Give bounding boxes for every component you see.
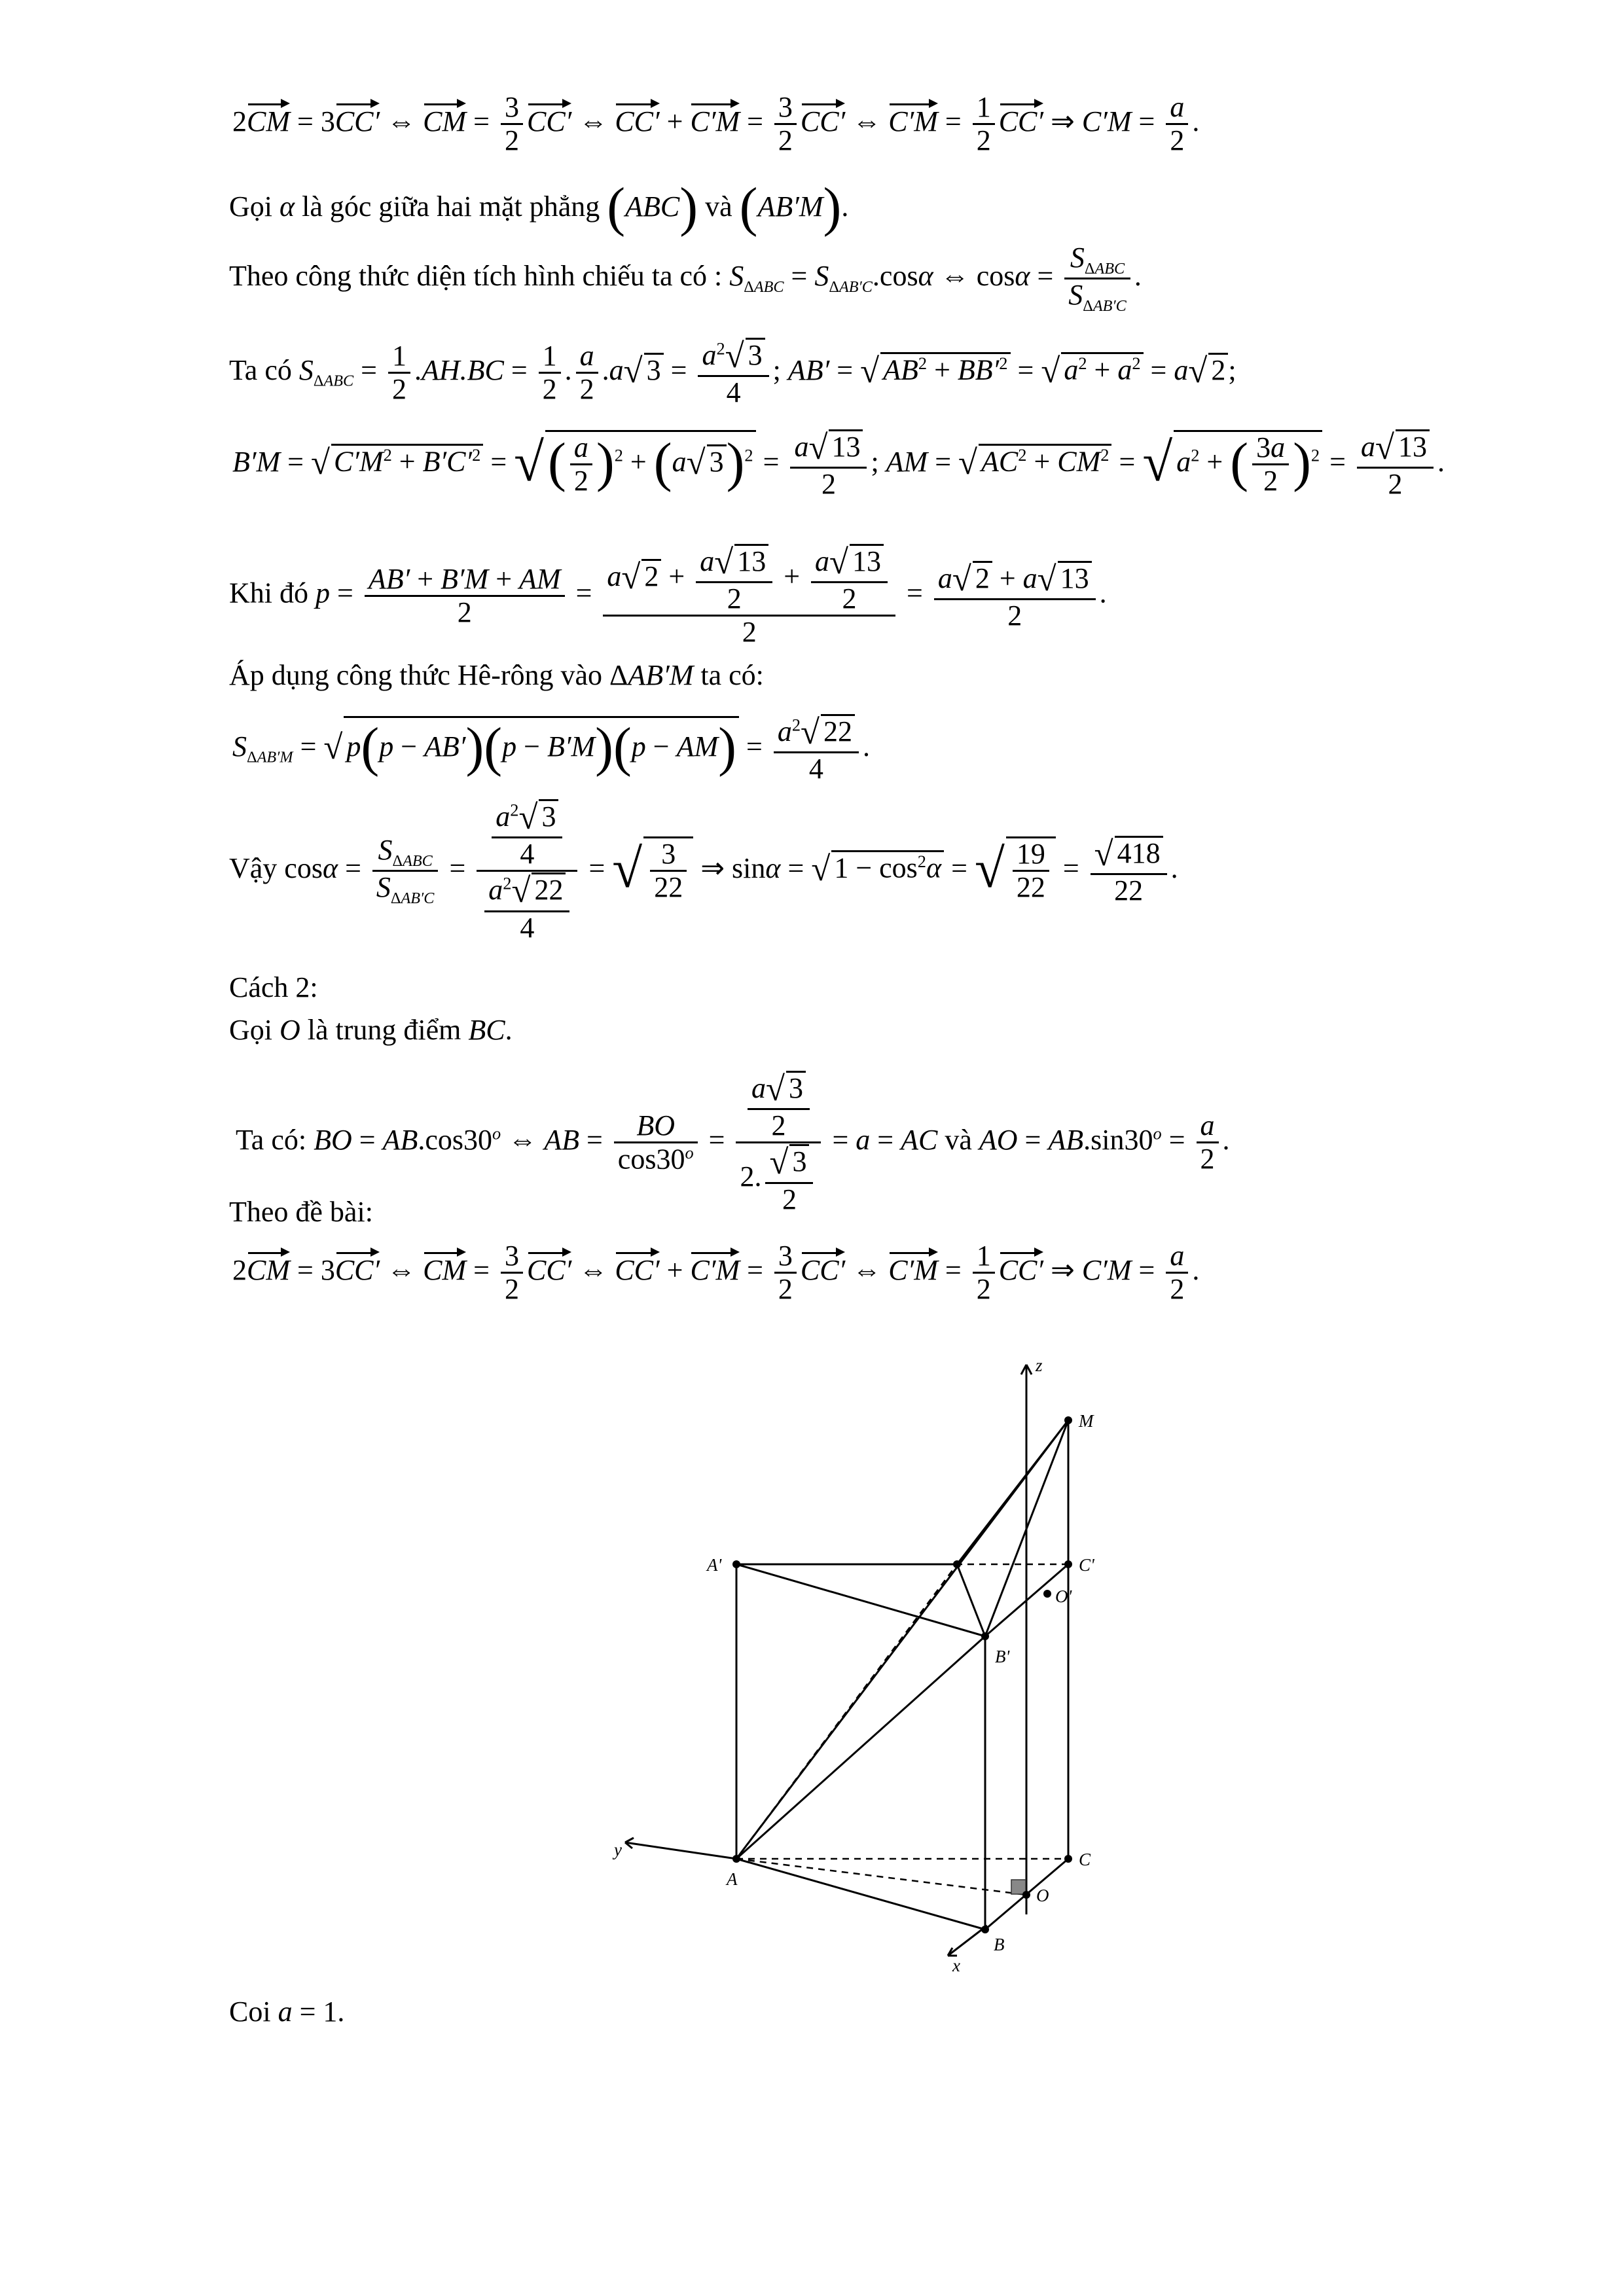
text-theo-de-bai: Theo đề bài: (229, 1196, 373, 1228)
label-a: A (727, 1869, 738, 1889)
label-x: x (952, 1956, 960, 1975)
prism-figure (589, 1342, 1178, 1975)
label-o1: O' (1055, 1587, 1072, 1606)
text-heron: Áp dụng công thức Hê-rông vào ΔAB′M ta có: (229, 659, 764, 691)
segment-ab1 (736, 1636, 985, 1859)
edge-ab (736, 1859, 985, 1929)
text-coi-a-1: Coi a = 1. (229, 1996, 345, 2028)
dashed-ao (736, 1859, 1026, 1895)
label-c1: C' (1079, 1555, 1094, 1575)
label-m: M (1079, 1411, 1094, 1431)
equation-vector-cm: 2CM = 3CC′ ⇔ CM = $\frac{3}{2}$ CC′ ⇔ CC′ + C′M = $\frac{3}{2}$ CC′ ⇔ C′M = $\frac{1}{2}$ CC′ ⇒ C′M = $\frac{a}{2}$ . (232, 91, 1200, 157)
label-c: C (1079, 1850, 1091, 1869)
edge-a1b1 (736, 1564, 985, 1636)
equation-area-abc: Ta có $S_{\Delta ABC}$ = $\frac{1}{2}$ .AH.BC = $\frac{1}{2}$ . $\frac{a}{2}$ .a√ 3 = $\frac{a^2√ 3}{4}$ ; AB′ = √ $AB^2 + BB'^2$ = √ $a^2 + a^2 = a√$ 2; (229, 337, 1236, 409)
text-midpoint-o: Gọi O là trung điểm BC. (229, 1014, 513, 1046)
y-axis (625, 1842, 736, 1859)
equation-vector-cm-2: 2CM = 3CC′ ⇔ CM = $\frac{3}{2}$ CC′ ⇔ CC′ + C′M = $\frac{3}{2}$ CC′ ⇔ C′M = $\frac{1}{2}$ CC′ ⇒ C′M = $\frac{a}{2}$ . (232, 1240, 1200, 1306)
label-o: O (1036, 1886, 1049, 1905)
label-y: y (614, 1840, 622, 1859)
label-b: B (994, 1935, 1005, 1954)
right-angle-marker (1011, 1880, 1026, 1894)
equation-bm-am: B′M = √ $C'M^2 + B'C'^2$ = √( $\frac{a}{2}$ )$^2$ + (a√ 3)$^2$ = $\frac{a√ 13}{2}$ ; AM = √ $AC^2 + CM^2$ = √ $a^2$ + ( $\frac{3a}{2}$ )$^2$ = $\frac{a√ 13}{2}$ . (232, 429, 1445, 501)
equation-heron-area: $S_{\Delta AB'M}$ = √ p(p − AB′)(p − B′M)(p − AM) = $\frac{a^2√ 22}{4}$ . (232, 713, 871, 785)
text-angle-definition: Gọi α là góc giữa hai mặt phẳng (ABC) và (AB′M). (229, 177, 849, 238)
x-axis (948, 1926, 987, 1956)
label-a1: A' (707, 1555, 722, 1575)
label-z: z (1036, 1355, 1043, 1375)
equation-cos-sin: Vậy cosα = $\frac{S_{\Delta ABC}}{S_{\Delta AB'C}}$ = $\frac{\frac{a^2√ 3}{4}}{\frac{a^2√ 22}{4}}$ = √ $\frac{3}{22}$ ⇒ sinα = √ $1 - \cos^2\alpha$ = √ $\frac{19}{22}$ = $\frac{√ 418}{22}$ . (229, 798, 1178, 944)
equation-semiperimeter: Khi đó p = $\frac{AB' + B'M + AM}{2}$ = a√ 2 + $\frac{a√ 13}{2}$ + $\frac{a√ 13}{2}$ 2 = $\frac{a√ 2 + a√ 13}{2}$ . (229, 543, 1107, 649)
heading-method-2: Cách 2: (229, 971, 318, 1003)
label-b1: B' (995, 1647, 1010, 1666)
equation-bo-ab: Ta có: BO = $AB.\cos 30^o$ ⇔ AB = $\frac{BO}{\cos 30^o}$ = $\frac{a√ 3}{2}$ 2. $\frac{√ 3}{2}$ = a = AC và AO = $AB.\sin 30^o$ = $\frac{a}{2}$ . (236, 1070, 1230, 1215)
equation-projection-area: Theo công thức diện tích hình chiếu ta có : $S_{\Delta ABC} = S_{\Delta AB'C}.\cos\alpha$ ⇔ cosα = $\frac{S_{\Delta ABC}}{S_{\Delta AB'C}}$ . (229, 242, 1142, 315)
